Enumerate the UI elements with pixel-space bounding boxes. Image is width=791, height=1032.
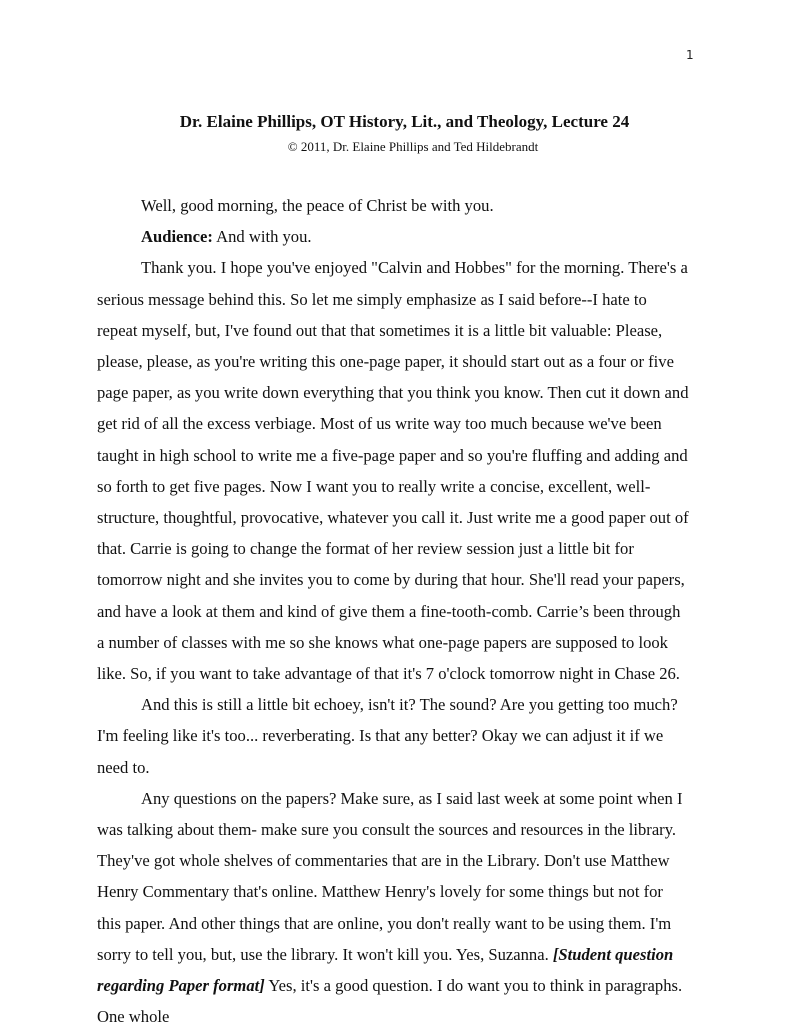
document-title: Dr. Elaine Phillips, OT History, Lit., and Theology, Lecture 24 <box>179 112 630 131</box>
paragraph-paper-advice: Thank you. I hope you've enjoyed "Calvin and Hobbes" for the morning. There's a serious message behind this. So let me simply emphasize as I said before--I hate to repeat myself, but, I've found out that that sometimes it is a little bit valuable: Please, please, please, as you're writing this one-page paper, it should start out as a four or five page paper, as you write down everything that you think you know. Then cut it down and get rid of all the excess verbiage. Most of us write way too much because we've been taught in high school to write me a five-page paper and so you're fluffing and adding and so forth to get five pages. Now I want you to really write a concise, excellent, well-structure, thoughtful, provocative, whatever you call it. Just write me a good paper out of that. Carrie is going to change the format of her review session just a little bit for tomorrow night and she invites you to come by during that hour. She'll read your papers, and have a look at them and kind of give them a fine-tooth-comb. Carrie’s been through a number of classes with me so she knows what one-page papers are supposed to look like. So, if you want to take advantage of that it's 7 o'clock tomorrow night in Chase 26. <box>97 258 689 684</box>
audience-response-text: And with you. <box>212 227 312 247</box>
copyright-line: © 2011, Dr. Elaine Phillips and Ted Hildebrandt <box>287 139 539 154</box>
speaker-label: Audience: <box>141 227 213 247</box>
page-number: 1 <box>686 48 694 62</box>
paper-questions-continued: Yes, it's a good question. I do want you to think in paragraphs. One whole <box>97 976 683 1027</box>
paragraph-sound-check: And this is still a little bit echoey, isn't it? The sound? Are you getting too much? I'm feeling like it's too... reverberating. Is that any better? Okay we can adjust it if we need to. <box>97 695 678 777</box>
lecture-transcript <box>97 190 689 1032</box>
paper-questions-text: Any questions on the papers? Make sure, as I said last week at some point when I was talking about them- make sure you consult the sources and resources in the library. They've got whole shelves of commentaries that are in the Library. Don't use Matthew Henry Commentary that's online. Matthew Henry's lovely for some things but not for this paper. And other things that are online, you don't really want to be using them. I'm sorry to tell you, but, use the library. It won't kill you. Yes, Suzanna. <box>97 788 683 964</box>
paragraph-greeting: Well, good morning, the peace of Christ be with you. <box>141 196 494 215</box>
paragraph-audience-response <box>97 221 689 252</box>
bracket-note: [Student question regarding Paper format] <box>97 944 674 996</box>
paragraph-paper-questions <box>97 783 689 1032</box>
